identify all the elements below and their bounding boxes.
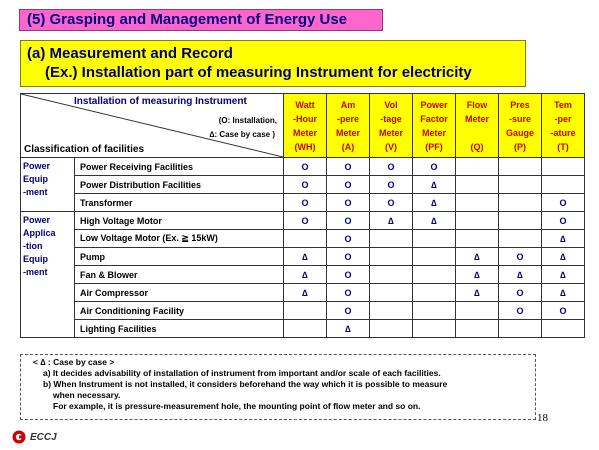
column-header-line: Flow [466,99,488,110]
facility-group-line: Power [23,161,51,171]
facility-name: Low Voltage Motor (Ex. ≧ 15kW) [75,230,284,248]
installation-heading: Installation of measuring Instrument [74,96,247,107]
installation-mark [284,320,327,338]
installation-mark: O [327,248,370,266]
table-header-row [21,94,585,158]
installation-mark: O [413,158,456,176]
installation-mark: O [327,302,370,320]
eccj-logo-icon [12,430,26,444]
installation-mark [499,320,542,338]
column-header-line: Watt [295,99,315,110]
installation-mark [456,230,499,248]
facility-group-line: -ment [23,187,48,197]
installation-mark [284,230,327,248]
table-row [21,158,585,176]
legend-box [20,354,536,420]
section-title: (5) Grasping and Management of Energy Use [19,9,383,31]
installation-mark: O [542,302,585,320]
facility-name: Air Conditioning Facility [75,302,284,320]
column-header-line [456,126,498,140]
installation-mark [370,266,413,284]
installation-mark [370,302,413,320]
installation-mark: O [370,158,413,176]
installation-mark: ∆ [499,266,542,284]
column-header-line: Vol [384,99,398,110]
installation-mark: O [284,212,327,230]
column-header-line: (P) [514,141,526,152]
table-row [21,266,585,284]
logo-text: ECCJ [30,431,57,443]
installation-mark [499,158,542,176]
table-row [21,230,585,248]
installation-mark [456,302,499,320]
installation-mark [370,320,413,338]
column-header-line: -ature [550,127,576,138]
column-header [284,94,327,158]
facility-group-line: -tion [23,241,43,251]
installation-mark: ∆ [284,284,327,302]
column-header-line: Pres [510,99,530,110]
table-row [21,176,585,194]
facility-group-line: Equip [23,174,48,184]
installation-mark: ∆ [542,230,585,248]
installation-mark [499,230,542,248]
installation-mark [499,212,542,230]
column-header-line: (Q) [470,141,484,152]
installation-note: (O: Installation, [218,116,277,125]
column-header [499,94,542,158]
installation-mark: O [370,194,413,212]
installation-mark: ∆ [542,284,585,302]
installation-mark: O [499,302,542,320]
column-header-line: (V) [385,141,397,152]
column-header-line: Am [340,99,356,110]
column-header [327,94,370,158]
legend-item-b: b) When Instrument is not installed, it considers beforehand the way which it is possible to measure [43,379,448,389]
installation-mark: O [284,194,327,212]
column-header-line: Meter [378,127,403,138]
column-header-line: (T) [557,141,569,152]
installation-mark: ∆ [284,266,327,284]
facility-name: Power Distribution Facilities [75,176,284,194]
facility-name: Fan & Blower [75,266,284,284]
table-row [21,194,585,212]
column-header-line: Meter [421,127,446,138]
installation-mark: O [327,194,370,212]
installation-mark: ∆ [413,194,456,212]
installation-mark [456,194,499,212]
installation-mark [413,230,456,248]
legend-item-a: a) It decides advisability of installation of instrument from important and/or scale of each facilities. [43,368,441,378]
installation-mark: ∆ [456,248,499,266]
installation-mark [456,176,499,194]
installation-mark: O [327,176,370,194]
installation-mark [542,176,585,194]
table-row [21,212,585,230]
column-header [542,94,585,158]
facility-group-line: Applica [23,228,56,238]
installation-mark: O [327,212,370,230]
installation-mark [370,230,413,248]
facility-group-line: Power [23,215,51,225]
facility-name: Lighting Facilities [75,320,284,338]
column-header-line: -sure [508,113,531,124]
column-header-line: Meter [464,113,489,124]
table-row [21,248,585,266]
installation-mark [370,248,413,266]
table-row [21,284,585,302]
installation-mark: O [542,194,585,212]
column-header-line: (A) [341,141,355,152]
installation-mark [370,284,413,302]
case-note: ∆: Case by case ) [209,130,275,139]
installation-mark: O [327,230,370,248]
facility-name: High Voltage Motor [75,212,284,230]
subtitle-line-1: (a) Measurement and Record [27,45,233,62]
subtitle-line-2: (Ex.) Installation part of measuring Instrument for electricity [45,64,472,81]
column-header-line: Meter [292,127,317,138]
subtitle-box [20,40,526,87]
installation-mark [499,194,542,212]
installation-mark: O [327,158,370,176]
installation-mark [284,302,327,320]
installation-mark: O [542,212,585,230]
column-header-line: -pere [336,113,359,124]
installation-mark [413,320,456,338]
column-header-line: Tem [554,99,572,110]
facility-group-line: Equip [23,254,48,264]
installation-mark: O [499,284,542,302]
installation-mark: O [327,284,370,302]
column-header-line: Factor [420,113,448,124]
installation-mark: O [499,248,542,266]
installation-mark [456,158,499,176]
table-row [21,320,585,338]
facility-group [21,158,75,212]
instrument-table [20,93,585,338]
column-header-line: Meter [335,127,360,138]
installation-mark: ∆ [542,248,585,266]
installation-mark: O [370,176,413,194]
column-header-line: Power [420,99,448,110]
installation-mark [542,320,585,338]
installation-mark: ∆ [413,176,456,194]
table-row [21,302,585,320]
installation-mark: ∆ [542,266,585,284]
column-header-line: -tage [380,113,402,124]
installation-mark: ∆ [456,284,499,302]
installation-mark [499,176,542,194]
legend-title: < ∆ : Case by case > [33,357,115,367]
installation-mark [413,302,456,320]
installation-mark: O [284,176,327,194]
facility-group-line: -ment [23,267,48,277]
facility-name: Pump [75,248,284,266]
installation-mark [413,266,456,284]
column-header [456,94,499,158]
facility-group [21,212,75,338]
column-header-line: (WH) [294,141,316,152]
installation-mark: ∆ [456,266,499,284]
legend-item-b-cont: when necessary. [53,390,121,400]
installation-mark: ∆ [413,212,456,230]
facility-name: Power Receiving Facilities [75,158,284,176]
legend-item-b-example: For example, it is pressure-measurement hole, the mounting point of flow meter and so on. [53,401,421,411]
installation-mark: ∆ [370,212,413,230]
installation-mark [456,320,499,338]
column-header-line: (PF) [425,141,443,152]
eccj-logo [12,430,57,444]
installation-mark [413,284,456,302]
column-header-line: Gauge [505,127,534,138]
installation-mark: ∆ [327,320,370,338]
installation-mark [456,212,499,230]
installation-mark: ∆ [284,248,327,266]
column-header [370,94,413,158]
column-header-line: -per [554,113,572,124]
facility-name: Transformer [75,194,284,212]
column-header [413,94,456,158]
classification-heading: Classification of facilities [24,144,145,155]
installation-mark: O [284,158,327,176]
installation-mark [542,158,585,176]
installation-mark [413,248,456,266]
facility-name: Air Compressor [75,284,284,302]
column-header-line: -Hour [293,113,317,124]
installation-mark: O [327,266,370,284]
table-corner-cell [21,94,284,158]
page-number: 18 [537,412,548,424]
